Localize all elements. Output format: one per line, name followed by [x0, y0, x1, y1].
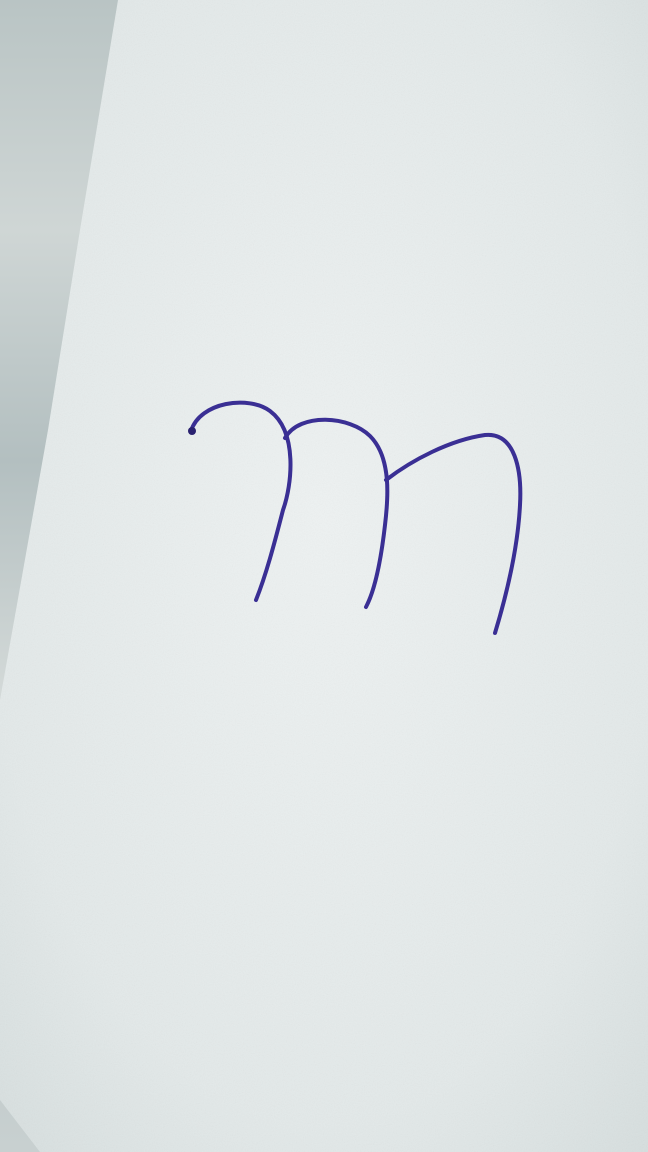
pen-start-dot: [188, 427, 196, 435]
